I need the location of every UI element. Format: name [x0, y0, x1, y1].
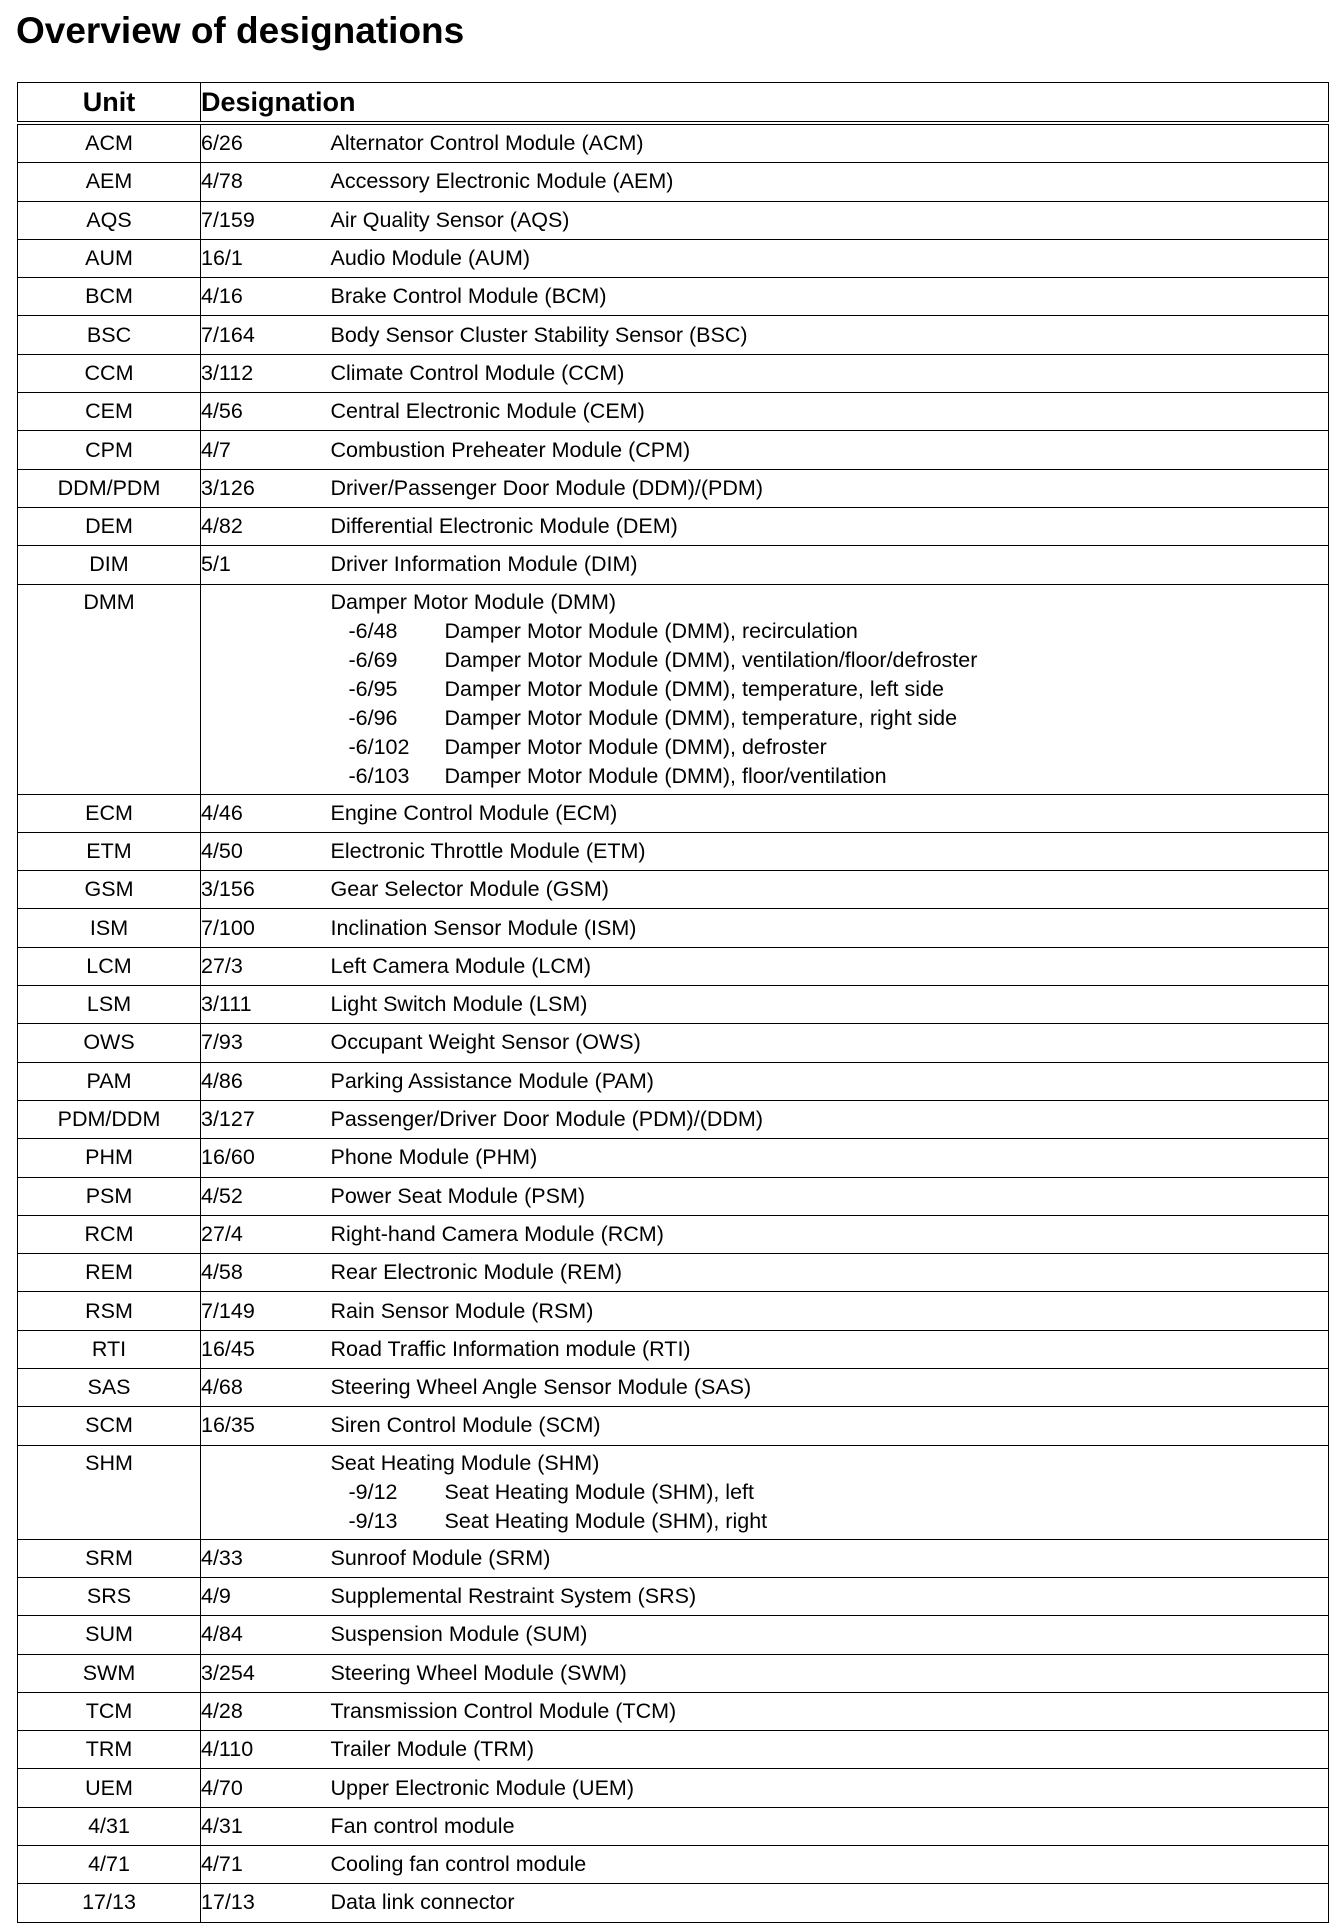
sub-designation-text: Seat Heating Module (SHM), left — [444, 1479, 754, 1504]
description-cell — [331, 123, 1329, 163]
table-row — [18, 469, 1329, 507]
description-text: Sunroof Module (SRM) — [330, 1545, 551, 1570]
description-text: Climate Control Module (CCM) — [330, 360, 625, 385]
table-row — [18, 393, 1329, 431]
sub-designation-text: Damper Motor Module (DMM), floor/ventilation — [444, 763, 887, 788]
sub-designation — [331, 704, 1329, 733]
description-text: Seat Heating Module (SHM) — [330, 1450, 600, 1475]
unit-cell: CCM — [18, 354, 201, 392]
sub-designation-text: Damper Motor Module (DMM), temperature, left side — [444, 676, 944, 701]
unit-cell: CEM — [18, 393, 201, 431]
table-header-row — [18, 83, 1329, 124]
unit-cell: LSM — [18, 986, 201, 1024]
description-text: Road Traffic Information module (RTI) — [330, 1336, 691, 1361]
unit-cell: TRM — [18, 1731, 201, 1769]
designations-table — [17, 82, 1329, 1923]
unit-cell: AEM — [18, 163, 201, 201]
table-row — [18, 316, 1329, 354]
code-cell: 4/68 — [201, 1369, 331, 1407]
description-text: Steering Wheel Module (SWM) — [330, 1660, 627, 1685]
table-row — [18, 871, 1329, 909]
unit-cell: RTI — [18, 1330, 201, 1368]
description-cell — [331, 546, 1329, 584]
description-text: Passenger/Driver Door Module (PDM)/(DDM) — [330, 1107, 763, 1132]
description-text: Combustion Preheater Module (CPM) — [330, 437, 691, 462]
code-cell: 7/149 — [201, 1292, 331, 1330]
code-cell: 4/78 — [201, 163, 331, 201]
unit-cell: REM — [18, 1254, 201, 1292]
table-row — [18, 354, 1329, 392]
description-text: Gear Selector Module (GSM) — [330, 877, 609, 902]
table-row — [18, 584, 1329, 794]
code-cell: 7/93 — [201, 1024, 331, 1062]
description-cell — [331, 1330, 1329, 1368]
table-row — [18, 1884, 1329, 1922]
description-text: Electronic Throttle Module (ETM) — [330, 839, 646, 863]
description-cell — [331, 1577, 1329, 1615]
description-text: Fan control module — [330, 1813, 515, 1838]
table-row — [18, 1616, 1329, 1654]
description-text: Trailer Module (TRM) — [330, 1737, 534, 1762]
description-text: Left Camera Module (LCM) — [330, 953, 591, 978]
description-text: Upper Electronic Module (UEM) — [330, 1775, 634, 1800]
table-row — [18, 546, 1329, 584]
table-row — [18, 1577, 1329, 1615]
unit-cell: RSM — [18, 1292, 201, 1330]
sub-designation-text: Damper Motor Module (DMM), ventilation/floor/defroster — [444, 647, 978, 672]
code-cell: 3/127 — [201, 1100, 331, 1138]
description-cell — [331, 1292, 1329, 1330]
description-text: Driver/Passenger Door Module (DDM)/(PDM) — [330, 475, 763, 500]
unit-cell: PHM — [18, 1139, 201, 1177]
description-text: Alternator Control Module (ACM) — [330, 131, 644, 156]
description-cell — [331, 1062, 1329, 1100]
sub-designation — [331, 733, 1329, 762]
unit-cell: SAS — [18, 1369, 201, 1407]
description-cell — [331, 239, 1329, 277]
code-cell: 4/50 — [201, 832, 331, 870]
description-cell — [331, 393, 1329, 431]
table-row — [18, 1539, 1329, 1577]
description-text: Audio Module (AUM) — [330, 246, 531, 271]
unit-cell: AUM — [18, 239, 201, 277]
unit-cell: ECM — [18, 794, 201, 832]
code-cell: 4/9 — [201, 1577, 331, 1615]
description-cell — [331, 1100, 1329, 1138]
unit-cell: DIM — [18, 546, 201, 584]
description-cell — [331, 1884, 1329, 1922]
code-cell — [201, 584, 331, 794]
code-cell: 6/26 — [201, 123, 331, 163]
sub-designation-code: -9/12 — [348, 1479, 398, 1504]
description-text: Transmission Control Module (TCM) — [330, 1698, 677, 1723]
sub-designation-code: -6/103 — [348, 763, 410, 788]
code-cell: 3/126 — [201, 469, 331, 507]
table-row — [18, 431, 1329, 469]
description-text: Damper Motor Module (DMM) — [330, 589, 617, 614]
code-cell: 16/1 — [201, 239, 331, 277]
unit-cell: 4/31 — [18, 1807, 201, 1845]
sub-designation-text: Damper Motor Module (DMM), temperature, right side — [444, 705, 958, 730]
table-row — [18, 1062, 1329, 1100]
sub-designation — [331, 617, 1329, 646]
code-cell: 4/31 — [201, 1807, 331, 1845]
code-cell: 7/159 — [201, 201, 331, 239]
unit-cell: DEM — [18, 507, 201, 545]
table-row — [18, 1769, 1329, 1807]
unit-cell: RCM — [18, 1215, 201, 1253]
table-row — [18, 1292, 1329, 1330]
description-cell — [331, 1807, 1329, 1845]
code-cell — [201, 1445, 331, 1539]
code-cell: 4/7 — [201, 431, 331, 469]
unit-cell: SHM — [18, 1445, 201, 1539]
unit-cell: DDM/PDM — [18, 469, 201, 507]
description-cell — [331, 1731, 1329, 1769]
description-cell — [331, 431, 1329, 469]
code-cell: 3/254 — [201, 1654, 331, 1692]
unit-cell: PSM — [18, 1177, 201, 1215]
table-row — [18, 239, 1329, 277]
sub-designation-code: -6/69 — [348, 647, 398, 672]
unit-cell: AQS — [18, 201, 201, 239]
code-cell: 4/110 — [201, 1731, 331, 1769]
sub-designation — [331, 762, 1329, 791]
description-text: Steering Wheel Angle Sensor Module (SAS) — [330, 1375, 752, 1400]
table-row — [18, 1407, 1329, 1445]
description-text: Parking Assistance Module (PAM) — [330, 1068, 654, 1093]
description-text: Occupant Weight Sensor (OWS) — [330, 1030, 641, 1055]
code-cell: 4/86 — [201, 1062, 331, 1100]
description-cell — [331, 1369, 1329, 1407]
table-row — [18, 1731, 1329, 1769]
sub-designation — [331, 1507, 1329, 1536]
unit-cell: GSM — [18, 871, 201, 909]
description-text: Driver Information Module (DIM) — [330, 552, 638, 577]
sub-designation-code: -6/95 — [348, 676, 398, 701]
sub-designation-code: -6/96 — [348, 705, 398, 730]
description-cell — [331, 507, 1329, 545]
table-row — [18, 1330, 1329, 1368]
description-text: Body Sensor Cluster Stability Sensor (BSC) — [330, 322, 748, 347]
unit-cell: ACM — [18, 123, 201, 163]
sub-designation-code: -6/48 — [348, 618, 398, 643]
table-row — [18, 1369, 1329, 1407]
code-cell: 4/16 — [201, 278, 331, 316]
description-cell — [331, 1654, 1329, 1692]
code-cell: 4/82 — [201, 507, 331, 545]
sub-designation-text: Damper Motor Module (DMM), defroster — [444, 734, 827, 759]
sub-designation — [331, 1478, 1329, 1507]
description-cell — [331, 947, 1329, 985]
unit-cell: 4/71 — [18, 1845, 201, 1883]
table-row — [18, 1845, 1329, 1883]
table-row — [18, 1692, 1329, 1730]
code-cell: 4/58 — [201, 1254, 331, 1292]
description-cell — [331, 316, 1329, 354]
table-row — [18, 986, 1329, 1024]
code-cell: 4/70 — [201, 1769, 331, 1807]
table-row — [18, 794, 1329, 832]
description-cell — [331, 986, 1329, 1024]
description-cell — [331, 1177, 1329, 1215]
description-cell — [331, 1769, 1329, 1807]
description-text: Suspension Module (SUM) — [330, 1622, 588, 1647]
description-cell — [331, 1024, 1329, 1062]
description-cell — [331, 1616, 1329, 1654]
unit-cell: 17/13 — [18, 1884, 201, 1922]
code-cell: 4/46 — [201, 794, 331, 832]
description-cell — [331, 1215, 1329, 1253]
code-cell: 4/84 — [201, 1616, 331, 1654]
code-cell: 4/56 — [201, 393, 331, 431]
description-cell — [331, 1139, 1329, 1177]
unit-cell: SWM — [18, 1654, 201, 1692]
code-cell: 5/1 — [201, 546, 331, 584]
table-row — [18, 123, 1329, 163]
code-cell: 16/45 — [201, 1330, 331, 1368]
description-text: Central Electronic Module (CEM) — [330, 399, 645, 424]
unit-cell: CPM — [18, 431, 201, 469]
table-row — [18, 1654, 1329, 1692]
description-text: Power Seat Module (PSM) — [330, 1183, 586, 1208]
table-row — [18, 1100, 1329, 1138]
table-body — [18, 123, 1329, 1922]
code-cell: 4/33 — [201, 1539, 331, 1577]
unit-cell: LCM — [18, 947, 201, 985]
page-title: Overview of designations — [16, 10, 465, 51]
description-text: Engine Control Module (ECM) — [330, 800, 618, 825]
description-text: Supplemental Restraint System (SRS) — [330, 1584, 697, 1609]
description-text: Rear Electronic Module (REM) — [330, 1260, 623, 1285]
unit-cell: PAM — [18, 1062, 201, 1100]
description-cell — [331, 1692, 1329, 1730]
unit-cell: BCM — [18, 278, 201, 316]
table-row — [18, 1177, 1329, 1215]
unit-column-header: Unit — [18, 83, 201, 124]
description-cell — [331, 794, 1329, 832]
description-cell — [331, 1539, 1329, 1577]
description-cell — [331, 1407, 1329, 1445]
code-cell: 4/71 — [201, 1845, 331, 1883]
code-cell: 27/4 — [201, 1215, 331, 1253]
description-text: Brake Control Module (BCM) — [330, 284, 607, 309]
description-text: Data link connector — [330, 1890, 515, 1915]
table-row — [18, 1139, 1329, 1177]
table-row — [18, 1807, 1329, 1845]
description-text: Rain Sensor Module (RSM) — [330, 1298, 594, 1323]
table-row — [18, 507, 1329, 545]
description-text: Inclination Sensor Module (ISM) — [330, 915, 637, 940]
table-row — [18, 947, 1329, 985]
description-cell — [331, 354, 1329, 392]
description-cell — [331, 909, 1329, 947]
table-row — [18, 201, 1329, 239]
table-row — [18, 163, 1329, 201]
code-cell: 3/111 — [201, 986, 331, 1024]
description-cell — [331, 1445, 1329, 1539]
description-text: Accessory Electronic Module (AEM) — [330, 169, 674, 194]
unit-cell: OWS — [18, 1024, 201, 1062]
unit-cell: SUM — [18, 1616, 201, 1654]
sub-designation-code: -9/13 — [348, 1508, 398, 1533]
unit-cell: TCM — [18, 1692, 201, 1730]
unit-cell: SCM — [18, 1407, 201, 1445]
table-row — [18, 1215, 1329, 1253]
table-row — [18, 1024, 1329, 1062]
unit-cell: BSC — [18, 316, 201, 354]
description-text: Light Switch Module (LSM) — [330, 992, 588, 1017]
description-text: Right-hand Camera Module (RCM) — [330, 1221, 664, 1246]
table-row — [18, 1445, 1329, 1539]
designation-column-header: Designation — [201, 83, 1329, 124]
code-cell: 16/35 — [201, 1407, 331, 1445]
description-cell — [331, 1254, 1329, 1292]
code-cell: 4/28 — [201, 1692, 331, 1730]
code-cell: 27/3 — [201, 947, 331, 985]
description-text: Differential Electronic Module (DEM) — [330, 514, 678, 539]
code-cell: 3/156 — [201, 871, 331, 909]
description-text: Siren Control Module (SCM) — [330, 1413, 601, 1438]
description-cell — [331, 201, 1329, 239]
sub-designation-code: -6/102 — [348, 734, 410, 759]
code-cell: 17/13 — [201, 1884, 331, 1922]
description-cell — [331, 584, 1329, 794]
description-cell — [331, 871, 1329, 909]
description-cell — [331, 832, 1329, 870]
unit-cell: PDM/DDM — [18, 1100, 201, 1138]
table-row — [18, 278, 1329, 316]
unit-cell: DMM — [18, 584, 201, 794]
code-cell: 16/60 — [201, 1139, 331, 1177]
code-cell: 7/164 — [201, 316, 331, 354]
description-cell — [331, 163, 1329, 201]
table-row — [18, 909, 1329, 947]
description-cell — [331, 278, 1329, 316]
description-text: Air Quality Sensor (AQS) — [330, 207, 570, 232]
description-cell — [331, 469, 1329, 507]
description-cell — [331, 1845, 1329, 1883]
unit-cell: ISM — [18, 909, 201, 947]
unit-cell: UEM — [18, 1769, 201, 1807]
sub-designation-text: Damper Motor Module (DMM), recirculation — [444, 618, 858, 643]
unit-cell: SRS — [18, 1577, 201, 1615]
description-text: Cooling fan control module — [330, 1852, 587, 1877]
code-cell: 7/100 — [201, 909, 331, 947]
sub-designation — [331, 646, 1329, 675]
unit-cell: ETM — [18, 832, 201, 870]
table-row — [18, 1254, 1329, 1292]
code-cell: 4/52 — [201, 1177, 331, 1215]
unit-cell: SRM — [18, 1539, 201, 1577]
sub-designation — [331, 675, 1329, 704]
sub-designation-text: Seat Heating Module (SHM), right — [444, 1508, 768, 1533]
description-text: Phone Module (PHM) — [330, 1145, 538, 1170]
table-row — [18, 832, 1329, 870]
code-cell: 3/112 — [201, 354, 331, 392]
